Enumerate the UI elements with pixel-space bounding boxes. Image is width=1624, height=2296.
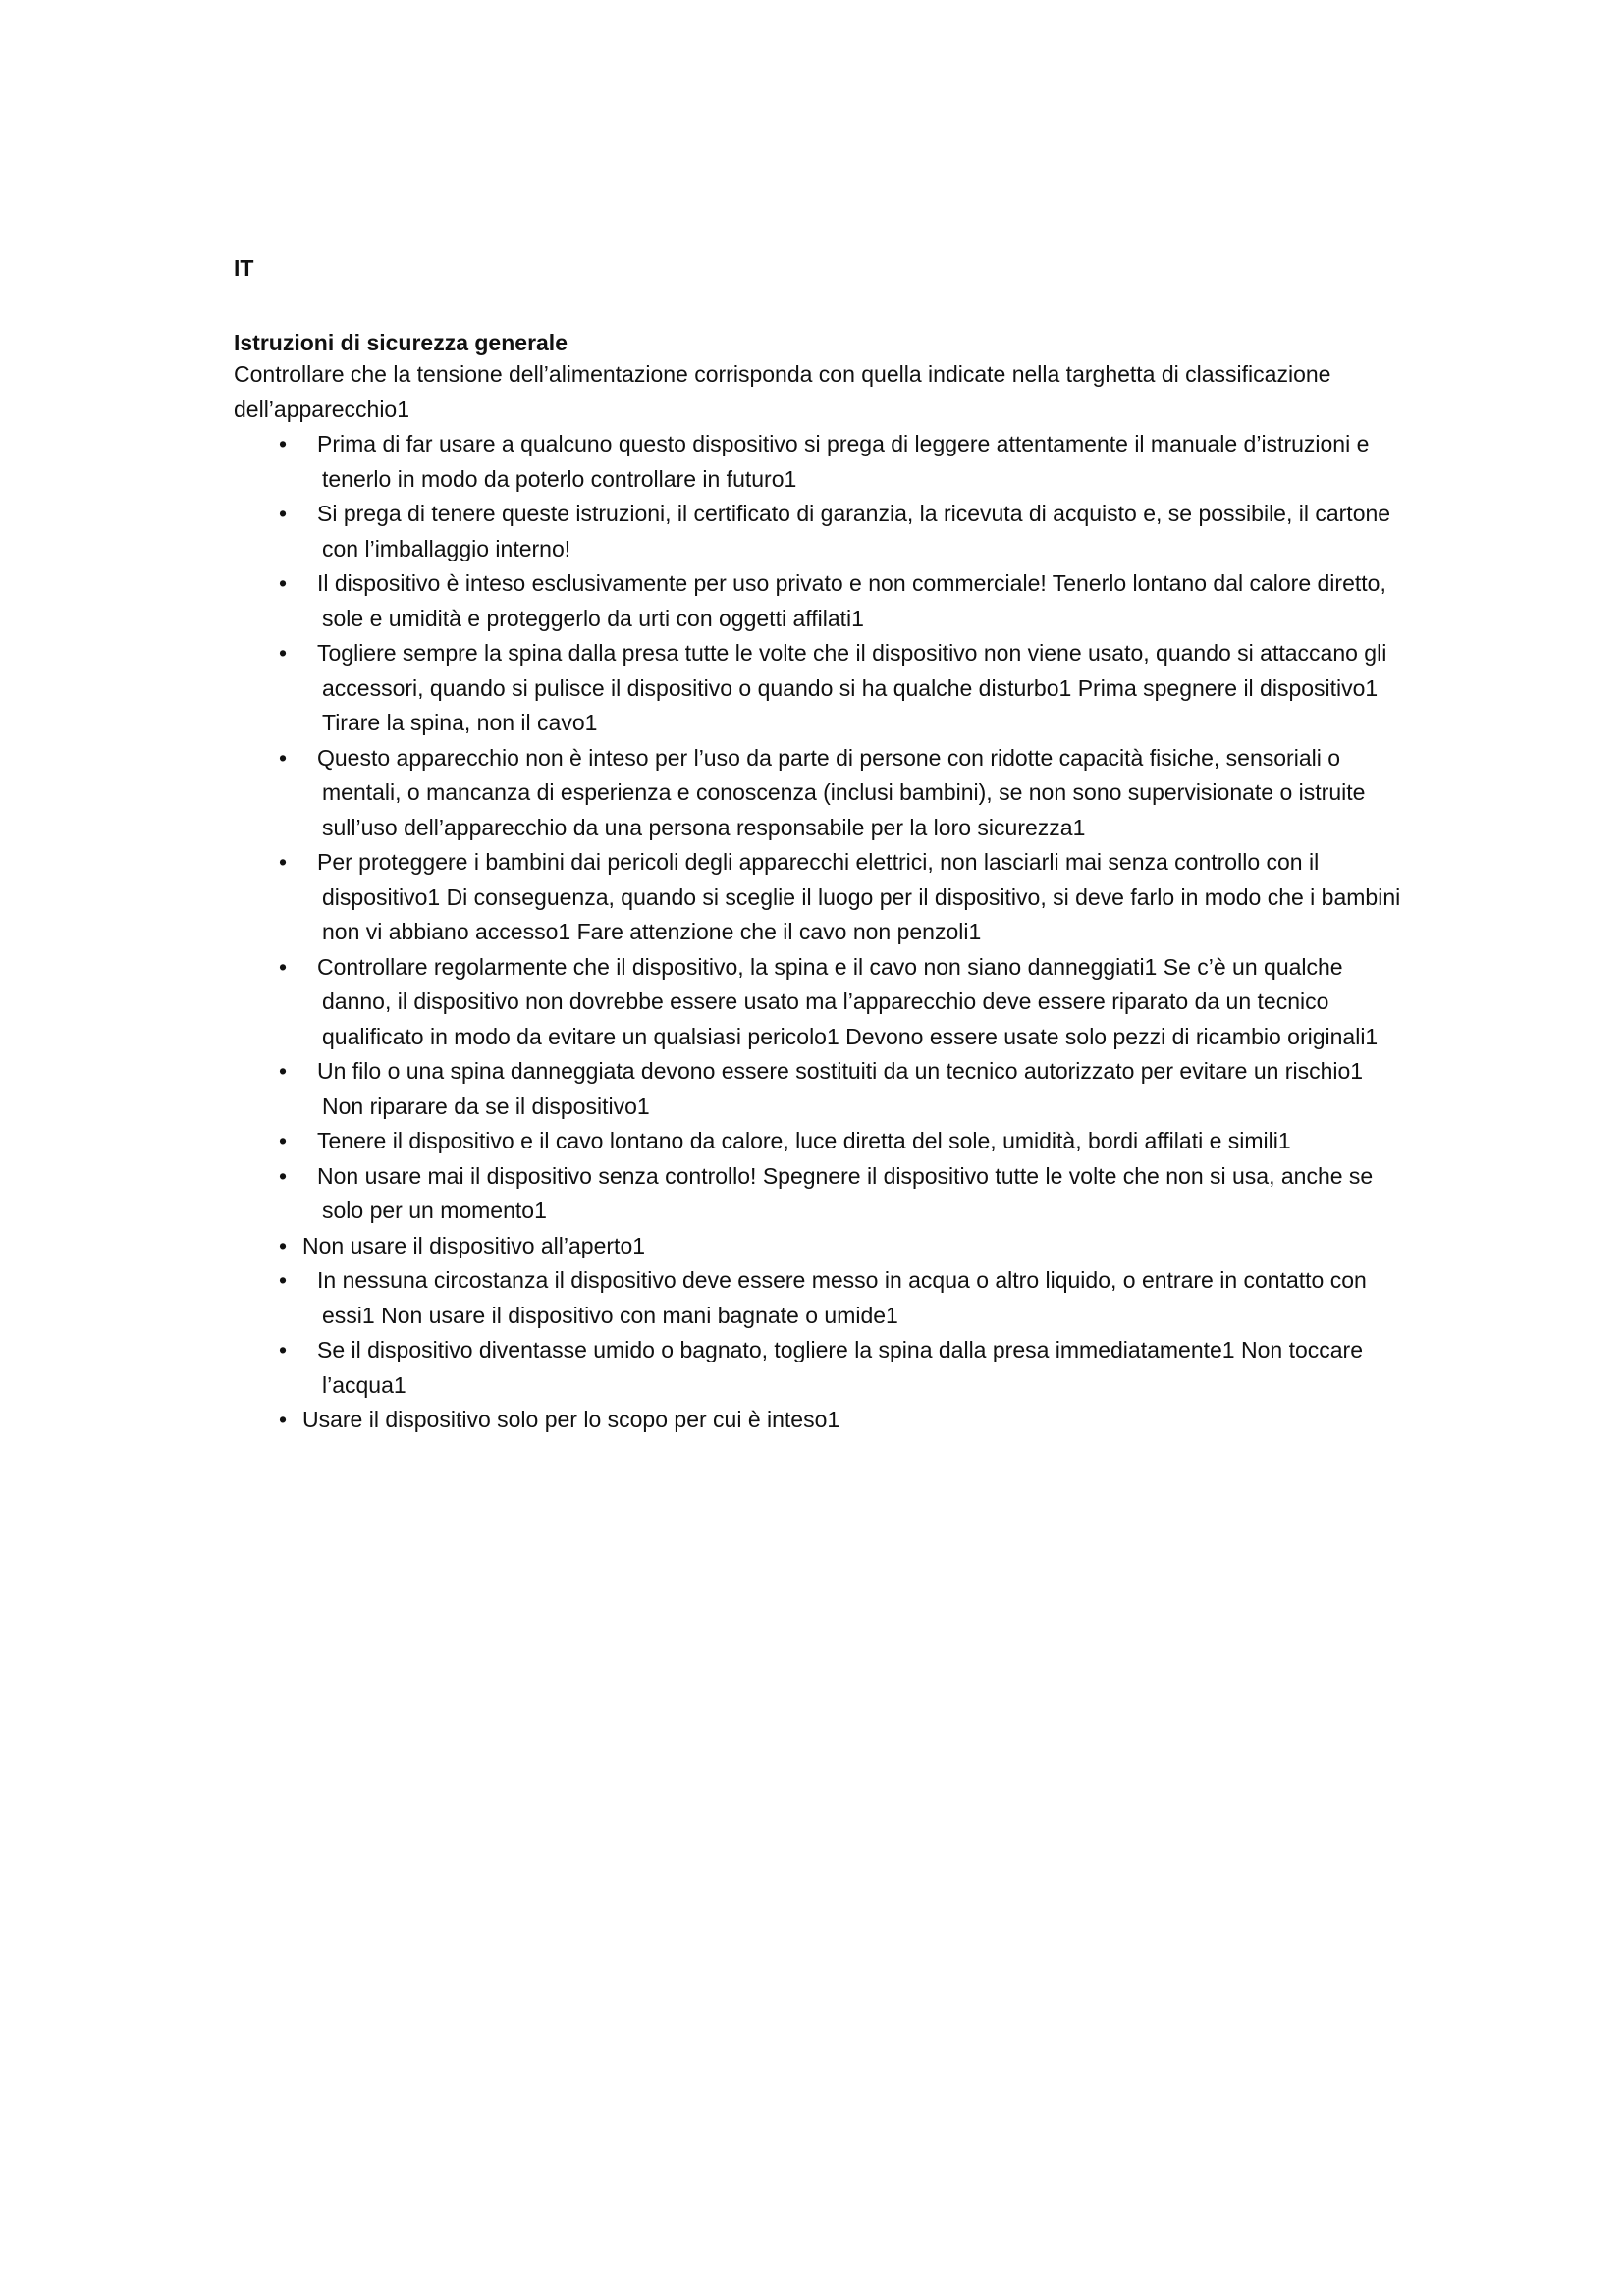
list-item [234, 1229, 1412, 1264]
list-item-text: Se il dispositivo diventasse umido o bagnato, togliere la spina dalla presa immediatamente1 Non toccare l’acqua1 [317, 1337, 1363, 1398]
bullet-icon: • [279, 570, 288, 596]
bullet-icon: • [279, 501, 288, 526]
list-item [234, 1263, 1412, 1333]
list-item [234, 845, 1412, 950]
list-item-text: Controllare regolarmente che il dispositivo, la spina e il cavo non siano danneggiati1 Se c’è un qualche danno, il dispositivo non dovrebbe essere usato ma l’apparecchio deve essere riparato da un tecnico qualificato in modo da evitare un qualsiasi pericolo1 Devono essere usate solo pezzi di ricambio originali1 [317, 953, 1379, 1049]
section-title: Istruzioni di sicurezza generale [234, 330, 568, 355]
bullet-icon: • [279, 1128, 288, 1153]
list-item-text: Questo apparecchio non è inteso per l’uso da parte di persone con ridotte capacità fisiche, sensoriali o mentali, o mancanza di esperienza e conoscenza (inclusi bambini), se non sono supervisionate o istruite sull’uso dell’apparecchio da una persona responsabile per la loro sicurezza1 [317, 744, 1366, 840]
list-item-text: Non usare mai il dispositivo senza controllo! Spegnere il dispositivo tutte le volte che non si usa, anche se solo per un momento1 [317, 1162, 1374, 1223]
bullet-icon: • [279, 849, 288, 875]
bullet-icon: • [279, 1407, 288, 1432]
list-item-text: Il dispositivo è inteso esclusivamente per uso privato e non commerciale! Tenerlo lontano dal calore diretto, sole e umidità e proteggerlo da urti con oggetti affilati1 [317, 570, 1386, 631]
list-item [234, 950, 1412, 1055]
list-item-text: Togliere sempre la spina dalla presa tutte le volte che il dispositivo non viene usato, quando si attaccano gli accessori, quando si pulisce il dispositivo o quando si ha qualche disturbo1 Prima spegnere il dispositivo1 Tirare la spina, non il cavo1 [317, 640, 1387, 735]
bullet-icon: • [279, 953, 288, 980]
list-item [234, 636, 1412, 741]
list-item-text: In nessuna circostanza il dispositivo deve essere messo in acqua o altro liquido, o entrare in contatto con essi1 Non usare il dispositivo con mani bagnate o umide1 [317, 1267, 1367, 1328]
list-item [234, 497, 1412, 566]
bullet-icon: • [279, 744, 288, 771]
list-item-text: Non usare il dispositivo all’aperto1 [302, 1232, 646, 1258]
bullet-icon: • [279, 1337, 288, 1362]
bullet-icon: • [279, 431, 288, 456]
language-code: IT [234, 255, 254, 281]
bullet-icon: • [279, 1058, 288, 1084]
bullet-icon: • [279, 640, 288, 666]
list-item-text: Per proteggere i bambini dai pericoli degli apparecchi elettrici, non lasciarli mai senza controllo con il dispositivo1 Di conseguenza, quando si sceglie il luogo per il dispositivo, si deve farlo in modo che i bambini non vi abbiano accesso1 Fare attenzione che il cavo non penzoli1 [317, 849, 1401, 944]
list-item-text: Si prega di tenere queste istruzioni, il certificato di garanzia, la ricevuta di acquisto e, se possibile, il cartone con l’imballaggio interno! [317, 501, 1391, 561]
intro-paragraph: Controllare che la tensione dell’alimentazione corrisponda con quella indicate nella targhetta di classificazione dell’apparecchio1 [234, 361, 1331, 422]
list-item [234, 741, 1412, 846]
list-item [234, 566, 1412, 636]
bullet-icon: • [279, 1162, 288, 1189]
list-item [234, 427, 1412, 497]
list-item [234, 1159, 1412, 1229]
bullet-icon: • [279, 1267, 288, 1293]
safety-instructions-list [234, 427, 1412, 1438]
list-item [234, 1403, 1412, 1438]
list-item [234, 1054, 1412, 1124]
list-item [234, 1333, 1412, 1403]
list-item-text: Usare il dispositivo solo per lo scopo per cui è inteso1 [302, 1407, 840, 1432]
bullet-icon: • [279, 1232, 288, 1258]
document-page [234, 253, 1412, 1438]
list-item [234, 1124, 1412, 1159]
list-item-text: Prima di far usare a qualcuno questo dispositivo si prega di leggere attentamente il manuale d’istruzioni e tenerlo in modo da poterlo controllare in futuro1 [317, 431, 1370, 492]
list-item-text: Tenere il dispositivo e il cavo lontano da calore, luce diretta del sole, umidità, bordi affilati e simili1 [317, 1128, 1291, 1153]
list-item-text: Un filo o una spina danneggiata devono essere sostituiti da un tecnico autorizzato per evitare un rischio1 Non riparare da se il dispositivo1 [317, 1058, 1364, 1119]
